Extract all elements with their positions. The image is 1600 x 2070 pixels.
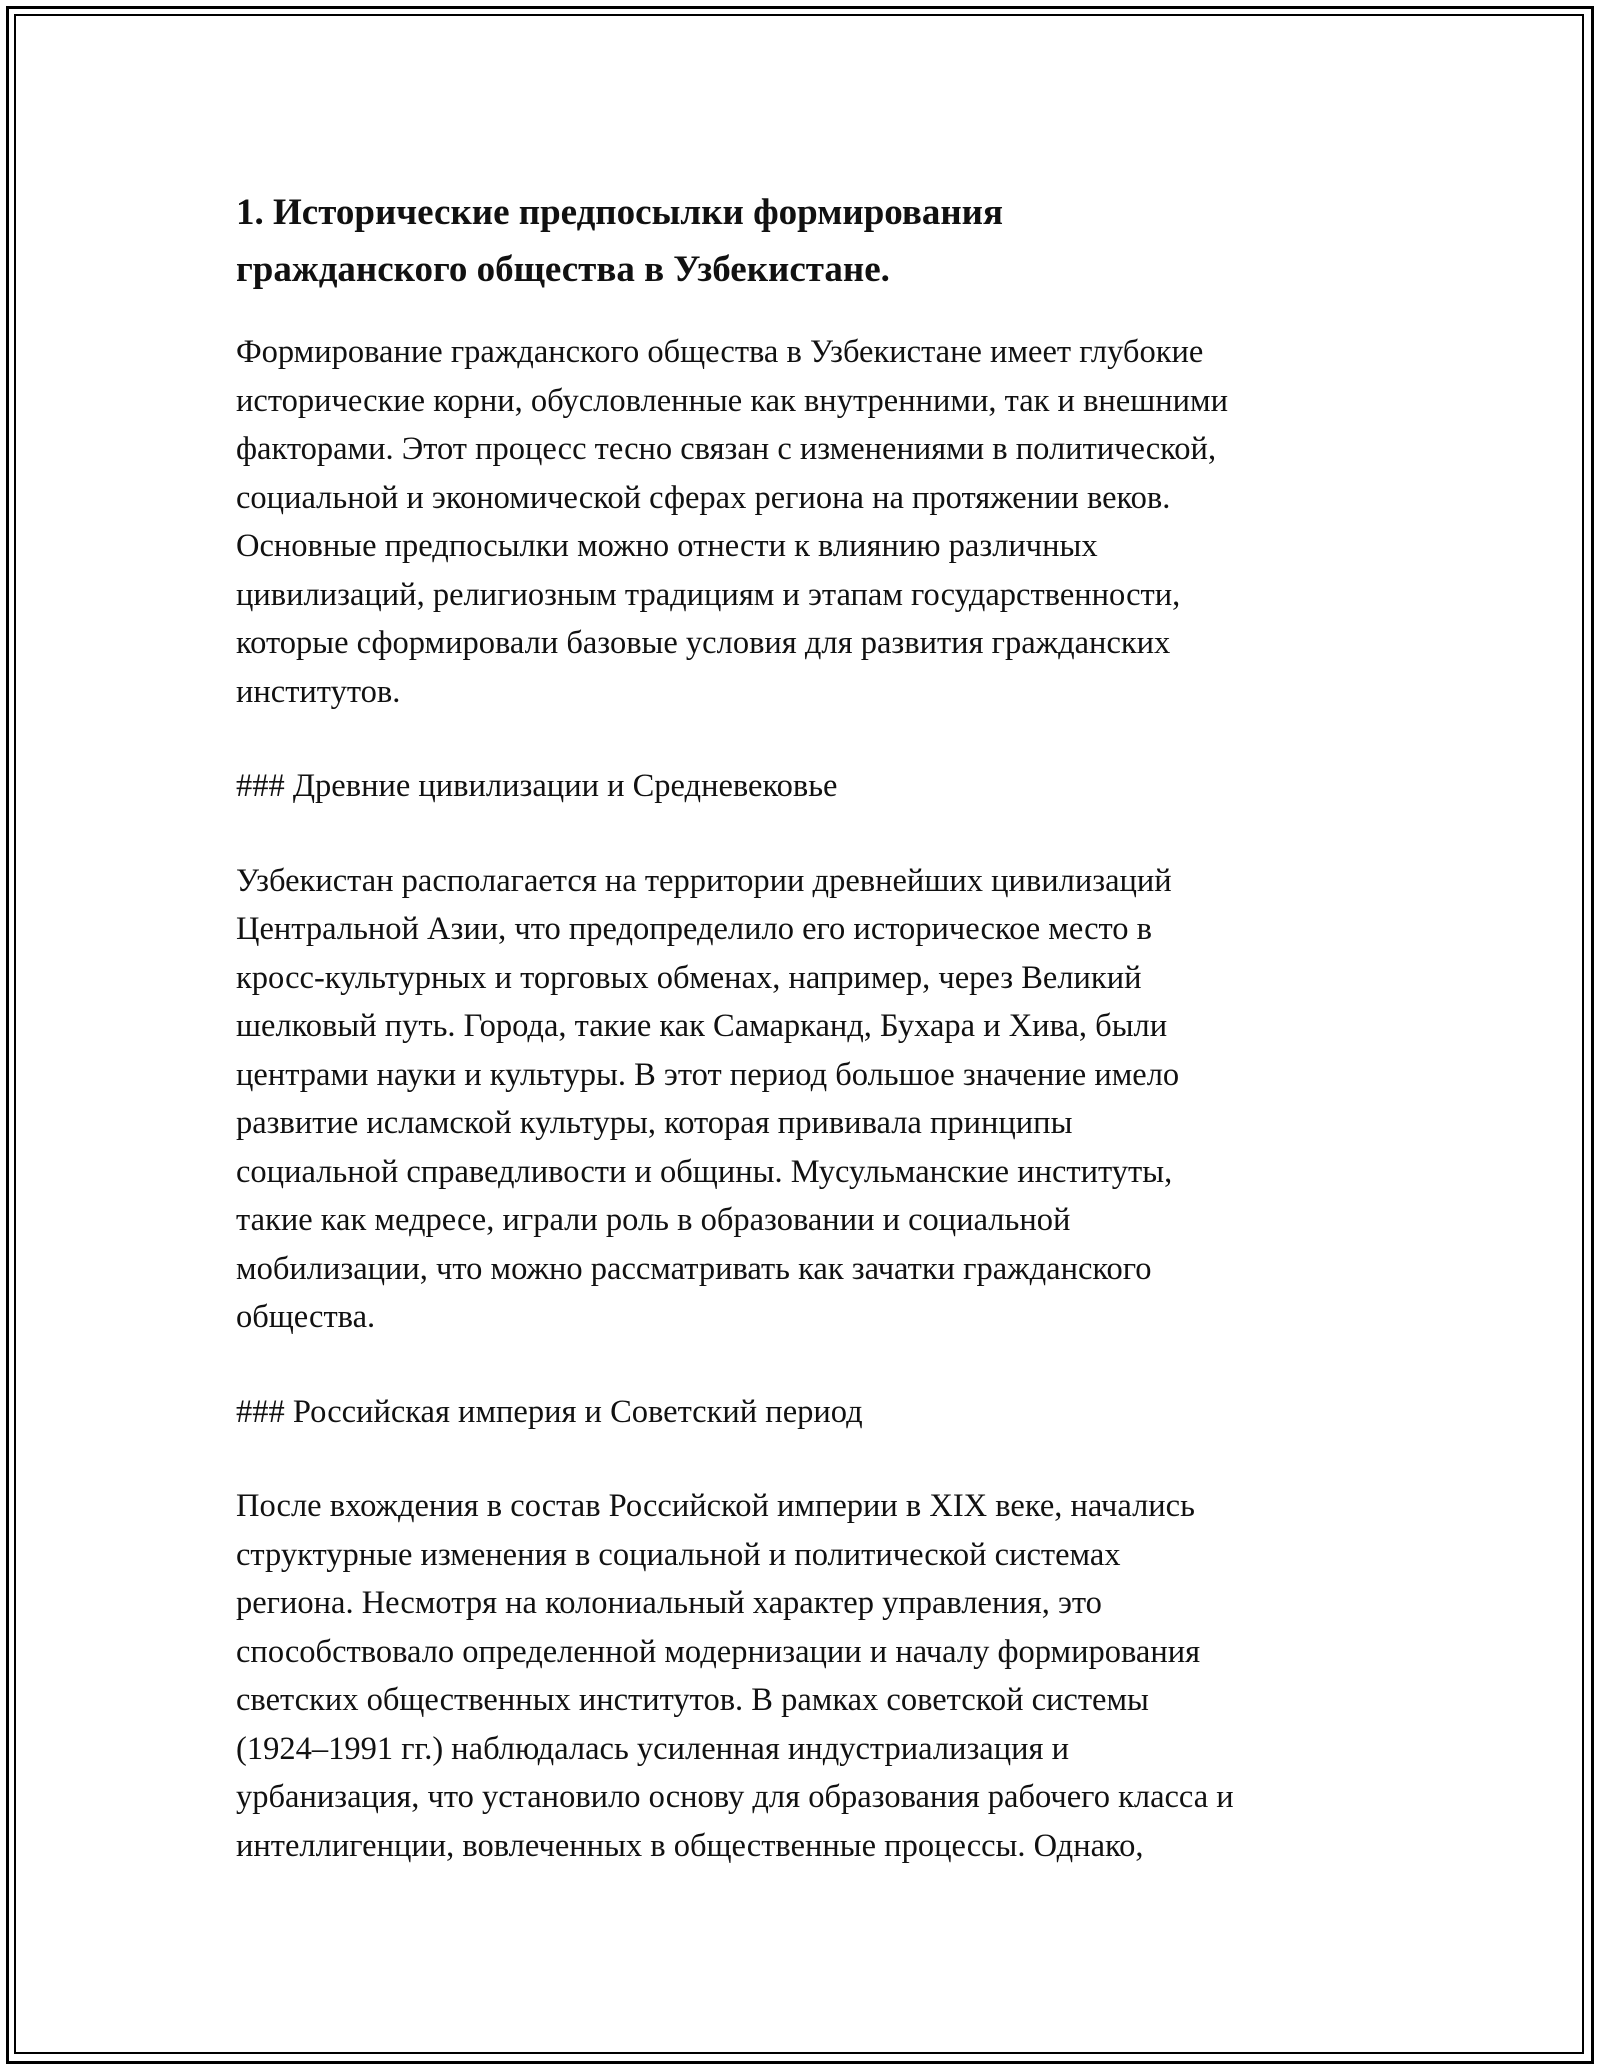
section-line: мобилизации, что можно рассматривать как зачатки гражданского — [236, 1250, 1152, 1287]
section-line: развитие исламской культуры, которая прививала принципы — [236, 1105, 1073, 1141]
section-line: кросс-культурных и торговых обменах, например, через Великий — [236, 959, 1142, 996]
intro-line: факторами. Этот процесс тесно связан с изменениями в политической, — [236, 431, 1217, 467]
intro-line: Формирование гражданского общества в Узбекистане имеет глубокие — [236, 334, 1204, 370]
section-line: Центральной Азии, что предопределило его историческое место в — [236, 911, 1152, 947]
intro-line: исторические корни, обусловленные как внутренними, так и внешними — [236, 382, 1228, 419]
section-line: способствовало определенной модернизации и началу формирования — [236, 1633, 1201, 1670]
section-heading-ancient: ### Древние цивилизации и Средневековье — [236, 768, 838, 804]
section-line: После вхождения в состав Российской империи в XIX веке, начались — [236, 1488, 1195, 1524]
section-line: интеллигенции, вовлеченных в общественные процессы. Однако, — [236, 1827, 1144, 1864]
paragraph-gap — [236, 1436, 1376, 1482]
section-line: центрами науки и культуры. В этот период большое значение имело — [236, 1056, 1180, 1093]
document-title-line-1: 1. Исторические предпосылки формирования — [236, 192, 1004, 233]
section-line: структурные изменения в социальной и политической системах — [236, 1536, 1121, 1573]
section-line: социальной справедливости и общины. Мусульманские институты, — [236, 1153, 1173, 1190]
section-line: Узбекистан располагается на территории древнейших цивилизаций — [236, 862, 1172, 899]
section-line: региона. Несмотря на колониальный характер управления, это — [236, 1585, 1102, 1621]
section-line: шелковый путь. Города, такие как Самарканд, Бухара и Хива, были — [236, 1008, 1168, 1044]
document-title — [236, 184, 1376, 298]
section-line: урбанизация, что установило основу для образования рабочего класса и — [236, 1779, 1234, 1815]
intro-line: социальной и экономической сферах региона на протяжении веков. — [236, 479, 1171, 516]
document-title-line-2: гражданского общества в Узбекистане. — [236, 249, 890, 290]
section-paragraph-ancient — [236, 857, 1376, 1342]
section-line: общества. — [236, 1299, 376, 1335]
paragraph-gap — [236, 716, 1376, 762]
section-line: светских общественных институтов. В рамках советской системы — [236, 1682, 1149, 1718]
section-paragraph-russian-soviet — [236, 1482, 1376, 1870]
section-line: такие как медресе, играли роль в образовании и социальной — [236, 1202, 1071, 1238]
intro-line: которые сформировали базовые условия для развития гражданских — [236, 625, 1171, 661]
section-line: (1924–1991 гг.) наблюдалась усиленная индустриализация и — [236, 1730, 1069, 1767]
document-body — [236, 184, 1376, 1870]
intro-line: институтов. — [236, 673, 401, 710]
paragraph-gap — [236, 1342, 1376, 1388]
paragraph-gap — [236, 811, 1376, 857]
intro-line: цивилизаций, религиозным традициям и этапам государственности, — [236, 576, 1181, 613]
section-heading-russian-soviet: ### Российская империя и Советский период — [236, 1393, 863, 1430]
intro-paragraph — [236, 328, 1376, 716]
intro-line: Основные предпосылки можно отнести к влиянию различных — [236, 528, 1098, 564]
